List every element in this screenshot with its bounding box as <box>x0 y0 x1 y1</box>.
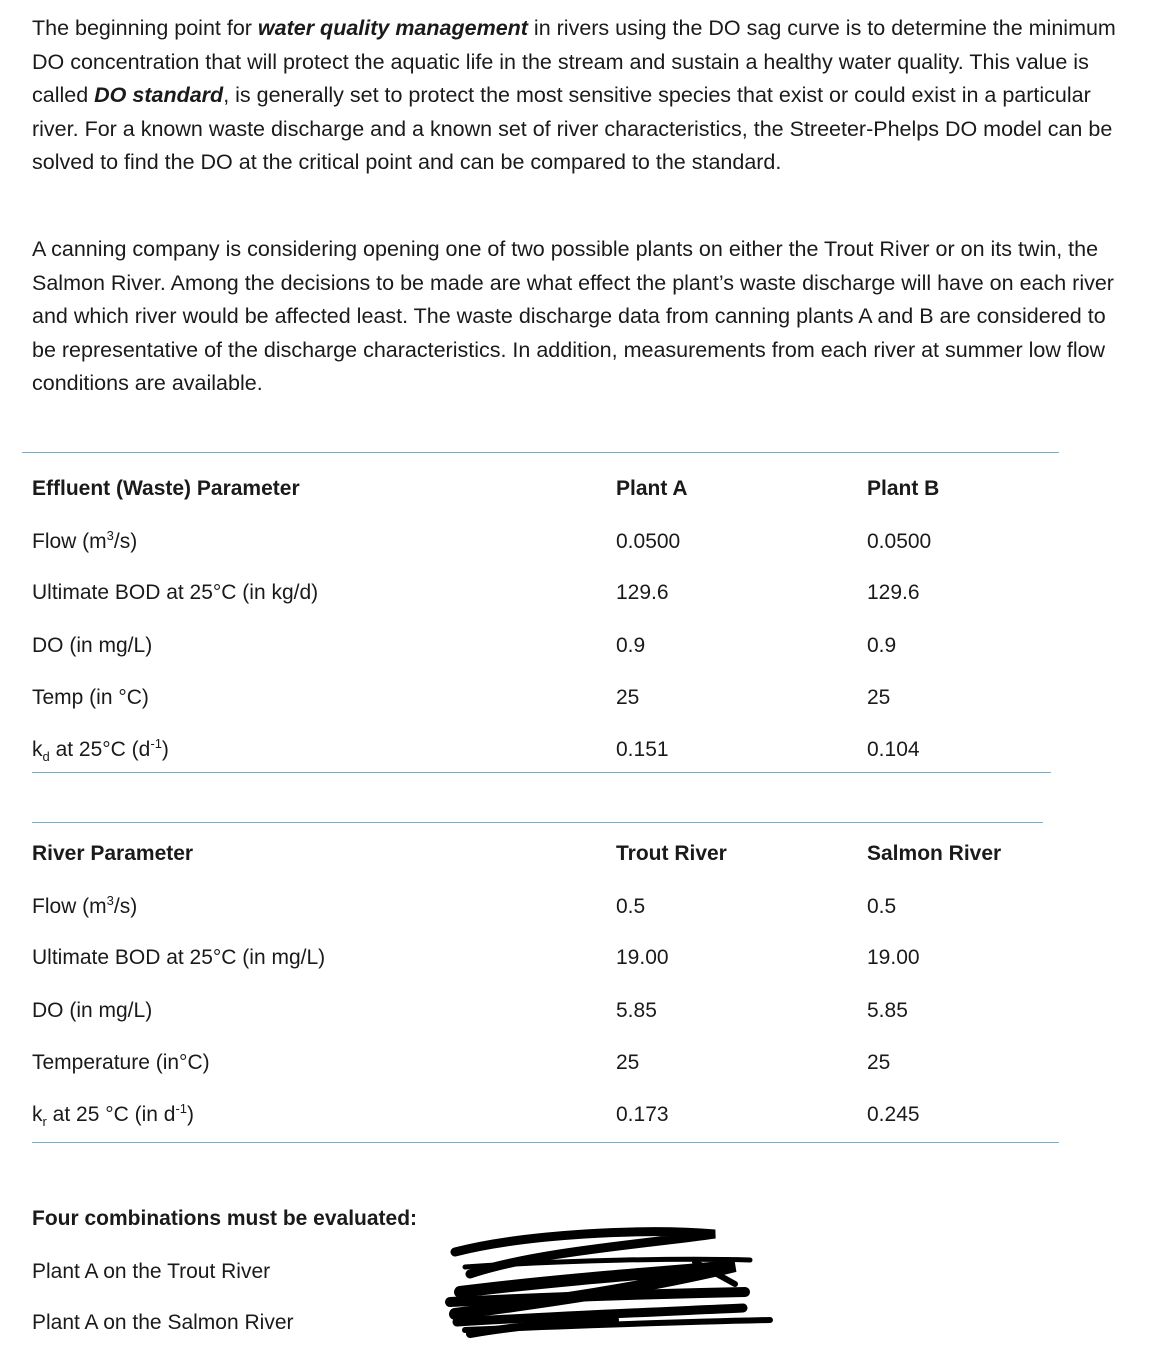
table-divider <box>32 772 1051 773</box>
river-header-parameter: River Parameter <box>32 842 194 865</box>
intro-paragraph-2: A canning company is considering opening one of two possible plants on either the Trout River or on its twin, the Salmon River. Among the decisions to be made are what effect the plant’s waste discharge will have on each river and which river would be affected least. The waste discharge data from canning plants A and B are considered to be representative of the discharge characteristics. In addition, measurements from each river at summer low flow conditions are available. <box>32 237 1114 396</box>
plant-b-temp: 25 <box>867 686 891 709</box>
trout-temp: 25 <box>616 1051 640 1074</box>
plant-a-bod: 129.6 <box>616 581 669 604</box>
table-divider <box>32 1142 1059 1143</box>
emphasis-water-quality-management: water quality management <box>257 16 528 40</box>
table-divider <box>32 822 1043 823</box>
river-label-temp: Temperature (in°C) <box>32 1051 210 1074</box>
effluent-label-flow: Flow $(m^3/s)$ <box>32 528 138 553</box>
effluent-header-parameter: Effluent (Waste) Parameter <box>32 477 300 500</box>
trout-flow: 0.5 <box>616 895 646 918</box>
plant-a-kd: 0.151 <box>616 738 669 761</box>
emphasis-do-standard: DO standard <box>94 83 224 108</box>
river-header-salmon: Salmon River <box>867 842 1002 865</box>
effluent-header-plant-b: Plant B <box>867 477 940 500</box>
salmon-kr: 0.245 <box>867 1103 920 1126</box>
trout-kr: 0.173 <box>616 1103 669 1126</box>
combination-item: Plant A on the Trout River <box>32 1260 271 1283</box>
plant-b-bod: 129.6 <box>867 581 920 604</box>
plant-b-do: 0.9 <box>867 634 897 657</box>
salmon-do: 5.85 <box>867 999 908 1022</box>
river-label-do: DO (in mg/L) <box>32 999 153 1022</box>
effluent-label-kd: $k_d$ at 25°C $(d^{-1})$ <box>32 736 169 765</box>
salmon-bod: 19.00 <box>867 946 920 969</box>
effluent-label-bod: Ultimate BOD at 25°C (in kg/d) <box>32 581 319 604</box>
intro-paragraph-1: The beginning point for water quality management in rivers using the DO sag curve is to determine the minimum DO concentration that will protect the aquatic life in the stream and sustain a healthy water quality. This value is called DO standard, is generally set to protect the most sensitive species that exist or could exist in a particular river. For a known waste discharge and a known set of river characteristics, the Streeter-Phelps DO model can be solved to find the DO at the critical point and can be compared to the standard. <box>32 16 1116 175</box>
river-label-kr: $k_r$ at 25 °C (in $d^{-1}$) <box>32 1101 195 1130</box>
plant-b-flow: 0.0500 <box>867 530 932 553</box>
salmon-temp: 25 <box>867 1051 891 1074</box>
combination-item: Plant A on the Salmon River <box>32 1311 294 1334</box>
plant-a-temp: 25 <box>616 686 640 709</box>
table-divider <box>22 452 1059 453</box>
effluent-label-do: DO (in mg/L) <box>32 634 153 657</box>
redaction-scribble <box>445 1222 775 1345</box>
river-header-trout: Trout River <box>616 842 727 865</box>
trout-bod: 19.00 <box>616 946 669 969</box>
river-label-flow: Flow $(m^3/s)$ <box>32 893 138 918</box>
plant-a-do: 0.9 <box>616 634 646 657</box>
effluent-label-temp: Temp (in °C) <box>32 686 149 709</box>
plant-b-kd: 0.104 <box>867 738 920 761</box>
river-label-bod: Ultimate BOD at 25°C (in mg/L) <box>32 946 326 969</box>
combinations-heading: Four combinations must be evaluated: <box>32 1207 418 1230</box>
salmon-flow: 0.5 <box>867 895 897 918</box>
plant-a-flow: 0.0500 <box>616 530 681 553</box>
trout-do: 5.85 <box>616 999 657 1022</box>
effluent-header-plant-a: Plant A <box>616 477 688 500</box>
